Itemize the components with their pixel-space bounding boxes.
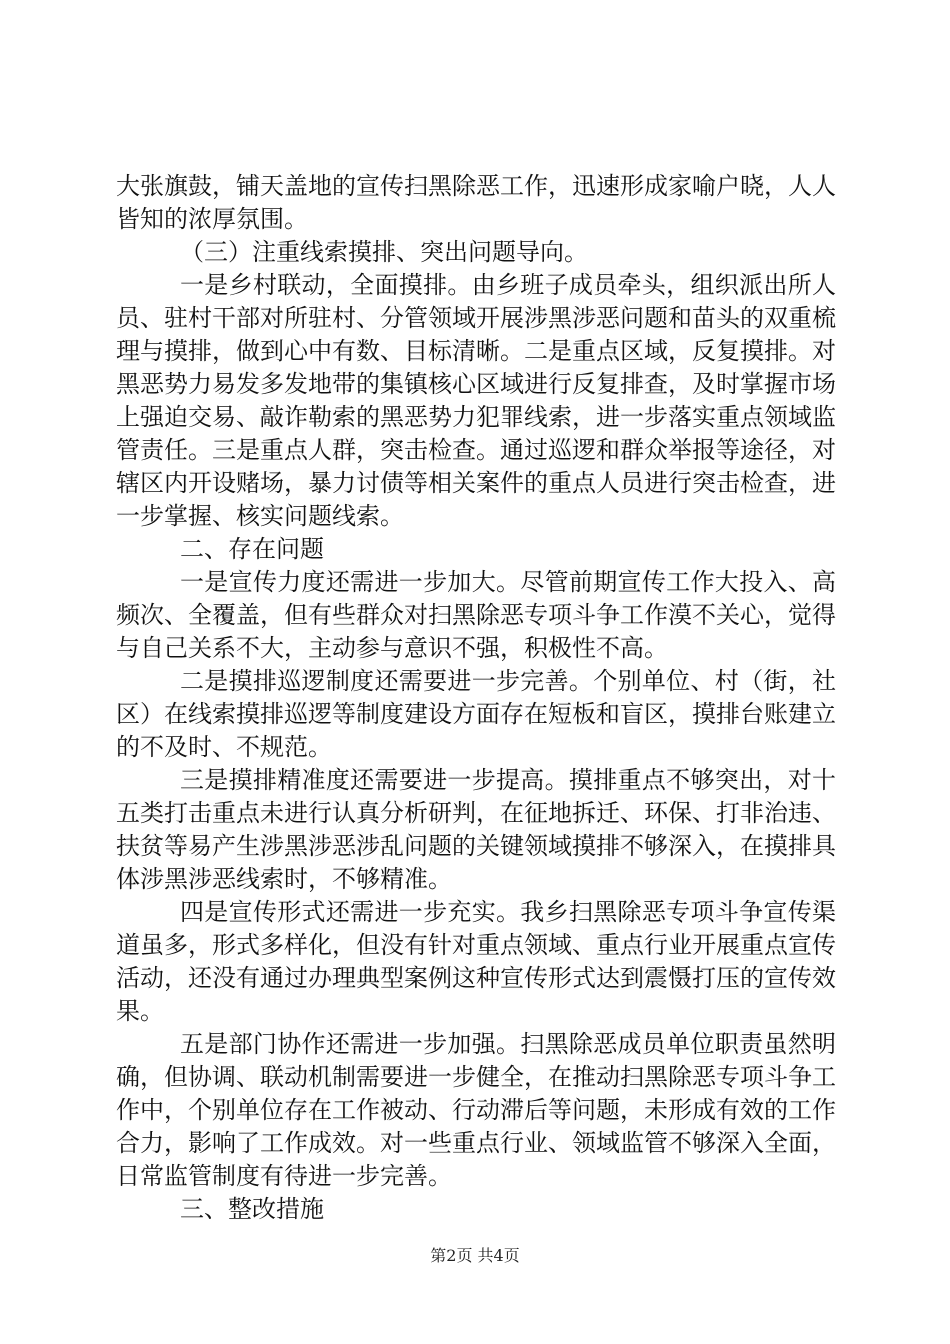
paragraph-problem-accuracy: 三是摸排精准度还需要进一步提高。摸排重点不够突出，对十五类打击重点未进行认真分析研判，在征地拆迁、环保、打非治违、扶贫等易产生涉黑涉恶涉乱问题的关键领域摸排不够深入，在摸排具体涉黑涉恶线索时，不够精准。	[116, 766, 836, 893]
paragraph-screening-measures: 一是乡村联动，全面摸排。由乡班子成员牵头，组织派出所人员、驻村干部对所驻村、分管领域开展涉黑涉恶问题和苗头的双重梳理与摸排，做到心中有数、目标清晰。二是重点区域，反复摸排。对黑恶势力易发多发地带的集镇核心区域进行反复排查，及时掌握市场上强迫交易、敲诈勒索的黑恶势力犯罪线索，进一步落实重点领域监管责任。三是重点人群，突击检查。通过巡逻和群众举报等途径，对辖区内开设赌场，暴力讨债等相关案件的重点人员进行突击检查，进一步掌握、核实问题线索。	[116, 271, 836, 530]
paragraph-continuation: 大张旗鼓，铺天盖地的宣传扫黑除恶工作，迅速形成家喻户晓，人人皆知的浓厚氛围。	[116, 172, 836, 233]
section-heading-existing-problems: 二、存在问题	[180, 535, 324, 563]
document-body	[116, 170, 836, 1226]
page-number-footer: 第2页 共4页	[430, 1246, 520, 1265]
section-heading-clue-screening: （三）注重线索摸排、突出问题导向。	[180, 238, 588, 266]
paragraph-problem-patrol-system: 二是摸排巡逻制度还需要进一步完善。个别单位、村（街，社区）在线索摸排巡逻等制度建设方面存在短板和盲区，摸排台账建立的不及时、不规范。	[116, 667, 836, 761]
paragraph-problem-publicity: 一是宣传力度还需进一步加大。尽管前期宣传工作大投入、高频次、全覆盖，但有些群众对扫黑除恶专项斗争工作漠不关心，觉得与自己关系不大，主动参与意识不强，积极性不高。	[116, 568, 836, 662]
section-heading-rectification: 三、整改措施	[180, 1195, 324, 1223]
paragraph-problem-publicity-form: 四是宣传形式还需进一步充实。我乡扫黑除恶专项斗争宣传渠道虽多，形式多样化，但没有针对重点领域、重点行业开展重点宣传活动，还没有通过办理典型案例这种宣传形式达到震慑打压的宣传效果。	[116, 898, 836, 1025]
paragraph-problem-coordination: 五是部门协作还需进一步加强。扫黑除恶成员单位职责虽然明确，但协调、联动机制需要进一步健全，在推动扫黑除恶专项斗争工作中，个别单位存在工作被动、行动滞后等问题，未形成有效的工作合力，影响了工作成效。对一些重点行业、领域监管不够深入全面，日常监管制度有待进一步完善。	[116, 1030, 836, 1190]
